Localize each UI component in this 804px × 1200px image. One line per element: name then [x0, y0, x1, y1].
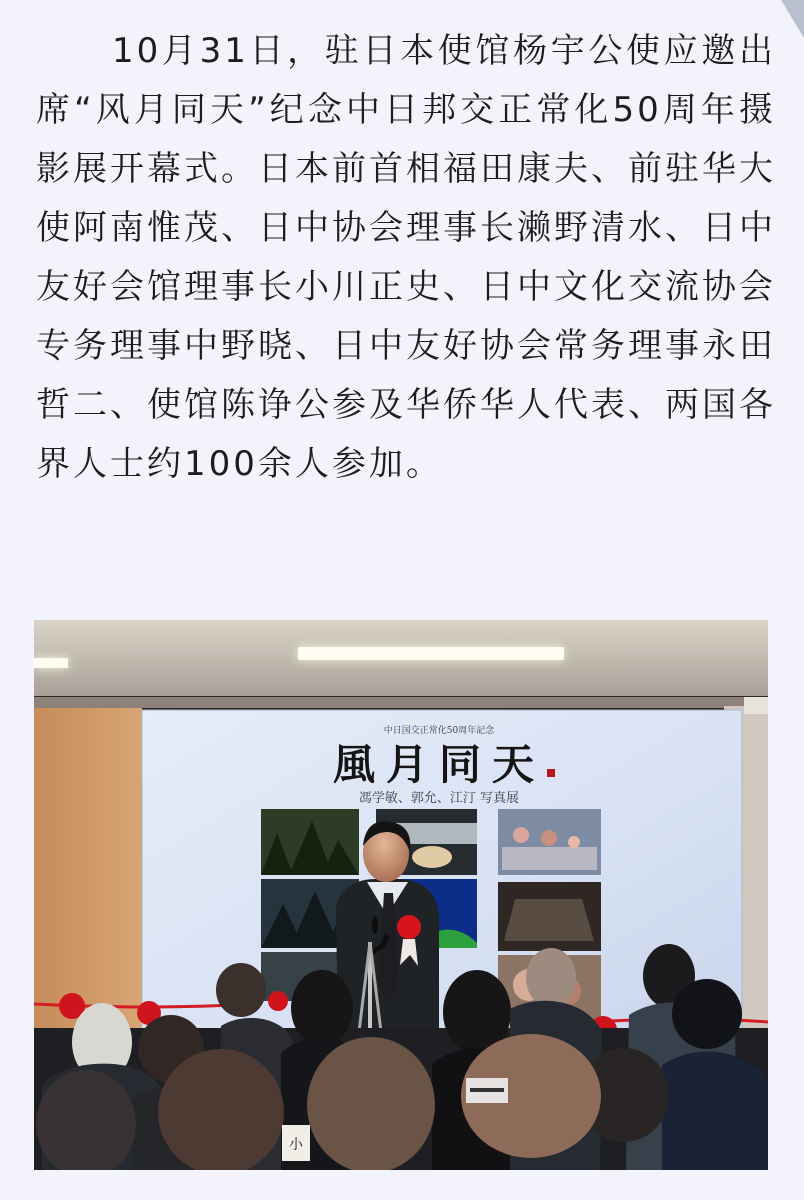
red-rosette-speaker — [268, 991, 288, 1011]
screen-title: 風月同天 — [332, 740, 546, 789]
ceiling-light — [298, 647, 564, 660]
red-seal-icon — [547, 769, 555, 777]
ceiling-light-left — [34, 658, 68, 668]
article-paragraph: 10月31日，驻日本使馆杨宇公使应邀出席“风月同天”纪念中日邦交正常化50周年摄影展开幕式。日本前首相福田康夫、前驻华大使阿南惟茂、日中协会理事长濑野清水、日中友好会馆理事长小川正史、日中文化交流协会专务理事中野晓、日中友好协会常务理事永田哲二、使馆陈诤公参及华侨华人代表、两国各界人士约100余人参加。 — [36, 31, 776, 484]
front-sign-text: 小 — [289, 1137, 303, 1153]
event-photo — [34, 620, 768, 1170]
speaker-rosette — [397, 915, 421, 939]
event-photo-illustration — [34, 620, 768, 1170]
screen-credits: 馮学敏、郭允、江汀 写真展 — [358, 791, 520, 806]
microphone-icon — [372, 916, 378, 934]
screen-subtitle: 中日国交正常化50周年記念 — [383, 726, 495, 736]
corner-page-mark — [778, 0, 804, 38]
